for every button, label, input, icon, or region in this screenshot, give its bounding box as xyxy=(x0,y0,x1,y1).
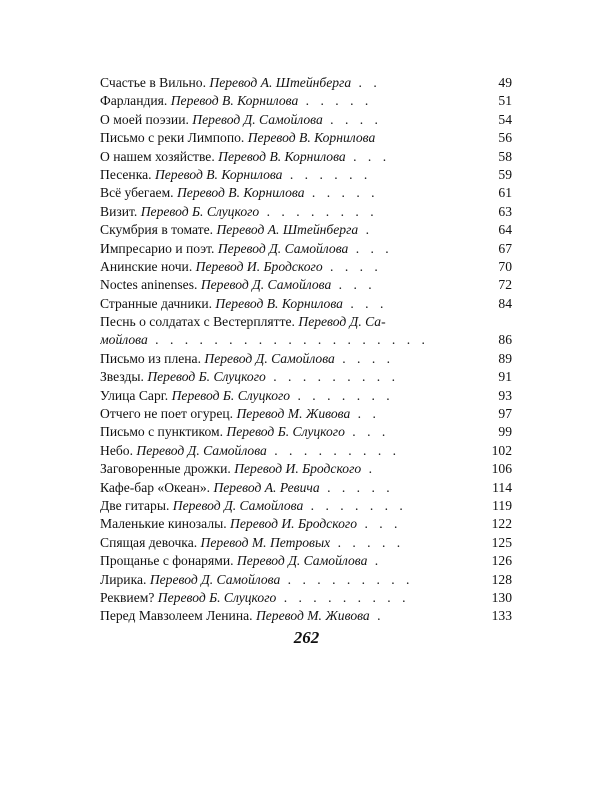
leader-dots: . . . . . xyxy=(319,479,394,495)
poem-title: Noctes aninenses. xyxy=(100,277,198,293)
translator-credit: Перевод Д. Самойлова xyxy=(236,553,368,569)
translator-credit: Перевод А. Ревича xyxy=(213,479,320,495)
leader-dots: . xyxy=(358,222,373,238)
page-ref: 97 xyxy=(498,406,512,422)
translator-credit: мойлова xyxy=(100,332,148,348)
page-ref: 58 xyxy=(498,148,512,164)
leader-dots: . . . . xyxy=(322,111,382,127)
translator-credit: Перевод А. Штейнберга xyxy=(216,222,359,238)
poem-title: Письмо с пунктиком. xyxy=(100,424,223,440)
poem-title: Песнь о солдатах с Вестерплятте. xyxy=(100,314,295,330)
toc-entry xyxy=(100,313,512,331)
toc-entry xyxy=(100,166,512,184)
page-ref: 84 xyxy=(498,295,512,311)
poem-title: Улица Сарг. xyxy=(100,387,169,403)
page-ref: 125 xyxy=(491,534,512,550)
poem-title: Кафе-бар «Океан». xyxy=(100,479,211,495)
toc-entry xyxy=(100,350,512,368)
leader-dots: . . . . . . . . . xyxy=(266,442,401,458)
translator-credit: Перевод В. Корнилова xyxy=(218,148,346,164)
page-ref: 99 xyxy=(498,424,512,440)
poem-title: Небо. xyxy=(100,442,133,458)
leader-dots: . xyxy=(369,608,385,624)
poem-title: Перед Мавзолеем Ленина. xyxy=(100,608,253,624)
translator-credit: Перевод А. Штейнберга xyxy=(209,75,352,90)
leader-dots: . . . xyxy=(357,516,402,532)
page-ref: 114 xyxy=(492,479,512,495)
poem-title: Фарландия. xyxy=(100,93,168,109)
translator-credit: Перевод И. Бродского xyxy=(234,461,362,477)
toc-entry xyxy=(100,442,512,460)
leader-dots: . . . xyxy=(344,424,390,440)
translator-credit: Перевод В. Корнилова xyxy=(170,93,299,109)
poem-title: Отчего не поет огурец. xyxy=(100,406,234,422)
poem-title: Письмо с реки Лимпопо. xyxy=(100,130,245,146)
leader-dots: . . . . xyxy=(322,258,382,274)
toc-entry xyxy=(100,479,512,497)
toc-entry xyxy=(100,184,512,202)
toc-entry xyxy=(100,148,512,166)
poem-title: Счастье в Вильно. xyxy=(100,75,206,90)
page-ref: 70 xyxy=(498,258,512,274)
translator-credit: Перевод М. Живова xyxy=(236,406,351,422)
toc-entry xyxy=(100,258,512,276)
toc-entry xyxy=(100,74,512,92)
translator-credit: Перевод Б. Слуцкого xyxy=(147,369,266,385)
page-ref: 54 xyxy=(498,111,512,127)
translator-credit: Перевод В. Корнилова xyxy=(154,166,283,182)
poem-title: Две гитары. xyxy=(100,497,170,513)
page-ref: 61 xyxy=(498,185,512,201)
toc-entry xyxy=(100,571,512,589)
toc-entry xyxy=(100,240,512,258)
translator-credit: Перевод Д. Самойлова xyxy=(200,277,332,293)
translator-credit: Перевод М. Живова xyxy=(255,608,370,624)
toc-entry xyxy=(100,423,512,441)
translator-credit: Перевод И. Бродского xyxy=(230,516,358,532)
toc-entry xyxy=(100,552,512,570)
page-ref: 89 xyxy=(498,350,512,366)
toc-entry xyxy=(100,460,512,478)
leader-dots: . . . . . . . . . xyxy=(280,571,414,587)
poem-title: Лирика. xyxy=(100,571,147,587)
page-ref: 106 xyxy=(491,461,512,477)
page-ref: 119 xyxy=(492,497,512,513)
poem-title: Заговоренные дрожки. xyxy=(100,461,231,477)
leader-dots: . . . xyxy=(348,240,393,256)
page-ref: 56 xyxy=(498,130,512,146)
translator-credit: Перевод М. Петровых xyxy=(200,534,331,550)
toc-entry xyxy=(100,387,512,405)
poem-title: Реквием? xyxy=(100,589,155,605)
leader-dots: . . . . . . . . . xyxy=(265,369,399,385)
page-ref: 91 xyxy=(498,369,512,385)
poem-title: Песенка. xyxy=(100,166,152,182)
poem-title: Звезды. xyxy=(100,369,144,385)
leader-dots: . . . . . . . xyxy=(290,387,394,403)
translator-credit: Перевод Д. Самойлова xyxy=(172,497,304,513)
page-ref: 72 xyxy=(498,277,512,293)
toc-entry xyxy=(100,607,512,625)
page-ref: 59 xyxy=(498,166,512,182)
page-ref: 63 xyxy=(498,203,512,219)
poem-title: Анинские ночи. xyxy=(100,258,193,274)
toc-entry xyxy=(100,589,512,607)
table-of-contents xyxy=(100,74,512,626)
toc-entry xyxy=(100,295,512,313)
toc-entry xyxy=(100,515,512,533)
page-ref: 128 xyxy=(491,571,512,587)
page-ref: 133 xyxy=(491,608,512,624)
toc-entry xyxy=(100,497,512,515)
leader-dots: . xyxy=(367,553,383,569)
page-ref: 93 xyxy=(498,387,512,403)
toc-entry xyxy=(100,111,512,129)
translator-credit: Перевод Д. Самойлова xyxy=(217,240,349,256)
toc-entry xyxy=(100,92,512,110)
poem-title: Странные дачники. xyxy=(100,295,213,311)
leader-dots: . . . . . xyxy=(330,534,405,550)
translator-credit: Перевод В. Корнилова xyxy=(176,185,305,201)
page-ref: 130 xyxy=(491,589,512,605)
poem-title: Спящая девочка. xyxy=(100,534,198,550)
leader-dots: . . . . . . xyxy=(282,166,372,182)
page-ref: 102 xyxy=(491,442,512,458)
translator-credit: Перевод Д. Самойлова xyxy=(136,442,267,458)
poem-title: Скумбрия в томате. xyxy=(100,222,214,238)
page-ref: 126 xyxy=(491,553,512,569)
leader-dots: . . . xyxy=(342,295,388,311)
translator-credit: Перевод В. Корнилова xyxy=(215,295,343,311)
translator-credit: Перевод Б. Слуцкого xyxy=(140,203,260,219)
leader-dots: . . xyxy=(351,75,381,90)
leader-dots: . . . . xyxy=(334,350,395,366)
toc-entry xyxy=(100,203,512,221)
page-ref: 122 xyxy=(491,516,512,532)
page-ref: 67 xyxy=(498,240,512,256)
translator-credit: Перевод В. Корнилова xyxy=(247,130,376,146)
poem-title: О моей поэзии. xyxy=(100,111,189,127)
poem-title: Маленькие кинозалы. xyxy=(100,516,227,532)
translator-credit: Перевод Б. Слуцкого xyxy=(226,424,345,440)
poem-title: Прощанье с фонарями. xyxy=(100,553,234,569)
toc-entry xyxy=(100,534,512,552)
toc-entry xyxy=(100,405,512,423)
leader-dots: . . . . . xyxy=(304,185,379,201)
leader-dots: . . . . . . . . . . . . . . . . . . . xyxy=(147,332,429,348)
translator-credit: Перевод Б. Слуцкого xyxy=(157,589,277,605)
leader-dots: . . . . . . . xyxy=(303,497,407,513)
leader-dots: . . xyxy=(350,406,380,422)
toc-entry xyxy=(100,129,512,147)
translator-credit: Перевод Д. Самойлова xyxy=(204,350,335,366)
poem-title: Всё убегаем. xyxy=(100,185,174,201)
leader-dots: . . . . . . . . xyxy=(259,203,378,219)
translator-credit: Перевод Б. Слуцкого xyxy=(171,387,291,403)
poem-title: Визит. xyxy=(100,203,138,219)
translator-credit: Перевод И. Бродского xyxy=(195,258,323,274)
leader-dots: . xyxy=(361,461,376,477)
toc-entry xyxy=(100,331,512,349)
leader-dots: . . . . . xyxy=(298,93,373,109)
poem-title: О нашем хозяйстве. xyxy=(100,148,215,164)
translator-credit: Перевод Д. Самойлова xyxy=(149,571,281,587)
poem-title: Письмо из плена. xyxy=(100,350,201,366)
page-ref: 49 xyxy=(498,75,512,90)
translator-credit: Перевод Д. Са- xyxy=(298,314,386,330)
leader-dots: . . . xyxy=(345,148,391,164)
toc-entry xyxy=(100,276,512,294)
toc-entry xyxy=(100,221,512,239)
leader-dots: . . . xyxy=(331,277,376,293)
page-ref: 51 xyxy=(498,93,512,109)
toc-entry xyxy=(100,368,512,386)
poem-title: Импресарио и поэт. xyxy=(100,240,215,256)
page-ref: 86 xyxy=(498,332,512,348)
leader-dots: . . . . . . . . . xyxy=(276,589,410,605)
page-number: 262 xyxy=(293,628,320,647)
page-ref: 64 xyxy=(498,222,512,238)
translator-credit: Перевод Д. Самойлова xyxy=(192,111,323,127)
